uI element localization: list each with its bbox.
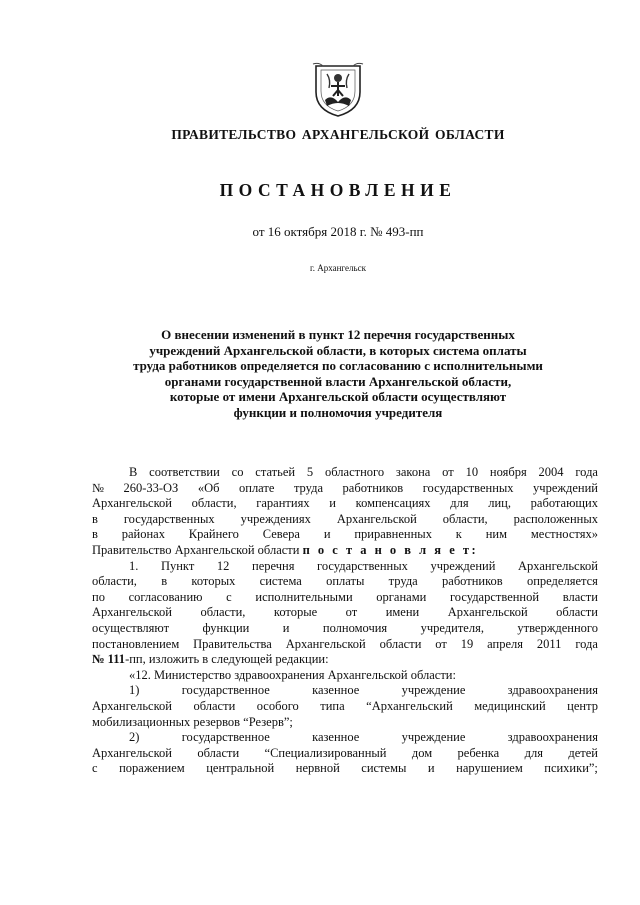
word: государственное	[181, 683, 270, 698]
word: Крайнего	[188, 527, 239, 542]
word: по	[92, 589, 105, 604]
word: 5	[306, 465, 314, 479]
word: Севера	[262, 527, 300, 542]
word: здравоохранения	[507, 683, 598, 698]
word: труда	[293, 480, 324, 495]
word: “Архангельский	[366, 698, 453, 713]
title-line: органами государственной власти Архангельской области,	[164, 373, 512, 389]
body-line	[92, 652, 598, 668]
word: к	[455, 527, 462, 542]
word: Архангельской	[517, 558, 598, 573]
word: исполнительными	[255, 589, 353, 604]
word: «Об	[197, 480, 220, 495]
word: учреждение	[401, 683, 466, 698]
document-type-heading: ПОСТАНОВЛЕНИЕ	[219, 180, 457, 200]
word: которые	[273, 605, 318, 620]
word: работников	[442, 574, 503, 589]
word: области	[379, 636, 422, 651]
word: с	[226, 589, 232, 604]
title-line: О внесении изменений в пункт 12 перечня государственных	[161, 327, 515, 342]
body-line	[92, 730, 598, 746]
word: в	[92, 511, 98, 526]
word: 1)	[129, 683, 140, 698]
word: детей	[568, 745, 598, 760]
date-and-number: от 16 октября 2018 г. № 493-пп	[252, 224, 424, 239]
word: нервной	[295, 761, 340, 776]
word: государственных	[317, 558, 408, 573]
word: №	[92, 480, 104, 495]
word: 2)	[129, 730, 140, 745]
word: закона	[395, 465, 431, 479]
word: соответствии	[149, 465, 220, 479]
word: государственной	[449, 589, 540, 604]
word: определяется	[526, 574, 598, 589]
decree-prefix: Правительство Архангельской области	[92, 542, 300, 557]
word: лиц,	[488, 496, 511, 511]
word: учреждений	[533, 480, 598, 495]
word: 1.	[129, 558, 139, 573]
word: поражением	[119, 761, 185, 776]
body-line	[92, 761, 598, 777]
title-line: труда работников определяется по согласованию с исполнительными	[133, 358, 543, 373]
word: здравоохранения	[507, 730, 598, 745]
body-line: мобилизационных резервов “Резерв”;	[92, 714, 293, 729]
word: 19	[460, 636, 474, 651]
word: 12	[216, 558, 230, 573]
word: в	[92, 527, 98, 542]
body-line	[92, 637, 598, 653]
word: приравненных	[354, 527, 432, 542]
word: особого	[256, 698, 299, 713]
word: центр	[567, 698, 598, 713]
word: Архангельской	[285, 636, 366, 651]
word: учреждение	[401, 730, 466, 745]
word: области,	[442, 511, 488, 526]
word: 10	[465, 465, 479, 479]
word: области	[193, 698, 236, 713]
word: областного	[324, 465, 385, 479]
word: Пункт	[160, 558, 195, 573]
body-line	[92, 512, 598, 528]
word: государственное	[181, 730, 270, 745]
word: медицинский	[474, 698, 546, 713]
word: в	[161, 574, 168, 589]
title-line: учреждений Архангельской области, в которых система оплаты	[149, 342, 527, 358]
body-line	[92, 527, 598, 543]
word: органами	[376, 589, 427, 604]
body-line	[92, 683, 598, 699]
word: области,	[200, 605, 246, 620]
word: Архангельской	[336, 511, 417, 526]
word: области	[197, 745, 240, 760]
word: психики”;	[544, 761, 598, 776]
word: 260-33-ОЗ	[123, 480, 179, 495]
word: казенное	[312, 683, 360, 698]
word: государственных	[123, 511, 215, 526]
word: и	[323, 527, 331, 542]
word: центральной	[206, 761, 275, 776]
word: от	[435, 636, 447, 651]
word: учредителя,	[420, 620, 484, 635]
word: согласованию	[128, 589, 203, 604]
word: расположенных	[513, 511, 598, 526]
document-title	[0, 327, 640, 420]
word: типа	[320, 698, 345, 713]
word: статьей	[255, 465, 296, 479]
word: гарантиях	[256, 496, 310, 511]
word: власти	[562, 589, 598, 604]
word: система	[259, 574, 302, 589]
word: утвержденного	[517, 620, 598, 635]
body-line	[92, 621, 598, 637]
word: и	[329, 496, 336, 511]
city-label: г. Архангельск	[310, 263, 366, 273]
body-line	[92, 559, 598, 575]
body-line	[92, 574, 598, 590]
word: казенное	[312, 730, 360, 745]
body-text: -пп, изложить в следующей редакции:	[125, 652, 329, 667]
decree-number: № 111	[92, 652, 126, 667]
word: районах	[121, 527, 165, 542]
word: и	[427, 761, 435, 776]
word: работающих	[530, 496, 598, 511]
word: 2011	[536, 636, 562, 651]
word: года	[575, 636, 598, 651]
word: учреждениях	[240, 511, 311, 526]
word: от	[345, 605, 358, 620]
word: ноября	[489, 465, 527, 479]
word: оплате	[239, 480, 275, 495]
word: с	[92, 761, 98, 776]
word: ребенка	[457, 745, 500, 760]
word: со	[231, 465, 244, 479]
word: постановлением	[92, 636, 180, 651]
word: апреля	[487, 636, 523, 651]
word: Архангельской	[92, 605, 172, 620]
word: области	[556, 605, 598, 620]
document-body	[92, 465, 598, 777]
word: года	[575, 465, 598, 479]
word: системы	[361, 761, 407, 776]
word: нарушением	[456, 761, 523, 776]
word: учреждений	[430, 558, 496, 573]
quote-start: «12. Министерство здравоохранения Архангельской области:	[129, 667, 456, 682]
word: “Специализированный	[264, 745, 387, 760]
word: области,	[191, 496, 237, 511]
body-line	[92, 746, 598, 762]
word: для	[450, 496, 469, 511]
word: Архангельской	[447, 605, 528, 620]
coat-of-arms-emblem	[311, 60, 365, 118]
word: имени	[385, 605, 420, 620]
body-line	[92, 699, 598, 715]
word: от	[442, 465, 454, 479]
word: функции	[202, 620, 250, 635]
word: Архангельской	[92, 496, 172, 511]
word: Архангельской	[92, 745, 172, 760]
body-line	[92, 590, 598, 606]
word: области,	[92, 574, 137, 589]
decree-keyword: п о с т а н о в л я е т:	[302, 542, 479, 557]
body-line	[92, 605, 598, 621]
body-line	[92, 543, 598, 559]
word: Архангельской	[92, 698, 172, 713]
word: 2004	[538, 465, 564, 479]
word: осуществляют	[92, 620, 170, 635]
word: государственных	[422, 480, 514, 495]
word: В	[129, 465, 138, 479]
word: ним	[485, 527, 507, 542]
word: местностях»	[530, 527, 598, 542]
word: которых	[191, 574, 236, 589]
body-line	[92, 496, 598, 512]
word: для	[524, 745, 543, 760]
body-line	[92, 465, 598, 481]
body-line	[92, 481, 598, 497]
organization-heading: ПРАВИТЕЛЬСТВО АРХАНГЕЛЬСКОЙ ОБЛАСТИ	[171, 127, 505, 142]
word: оплаты	[326, 574, 365, 589]
word: труда	[388, 574, 418, 589]
word: перечня	[252, 558, 295, 573]
word: работников	[342, 480, 404, 495]
word: дом	[411, 745, 433, 760]
word: и	[282, 620, 290, 635]
title-line: функции и полномочия учредителя	[233, 404, 443, 420]
title-line: которые от имени Архангельской области осуществляют	[169, 389, 507, 404]
word: Правительства	[193, 636, 272, 651]
word: компенсациях	[355, 496, 431, 511]
word: полномочия	[322, 620, 388, 635]
